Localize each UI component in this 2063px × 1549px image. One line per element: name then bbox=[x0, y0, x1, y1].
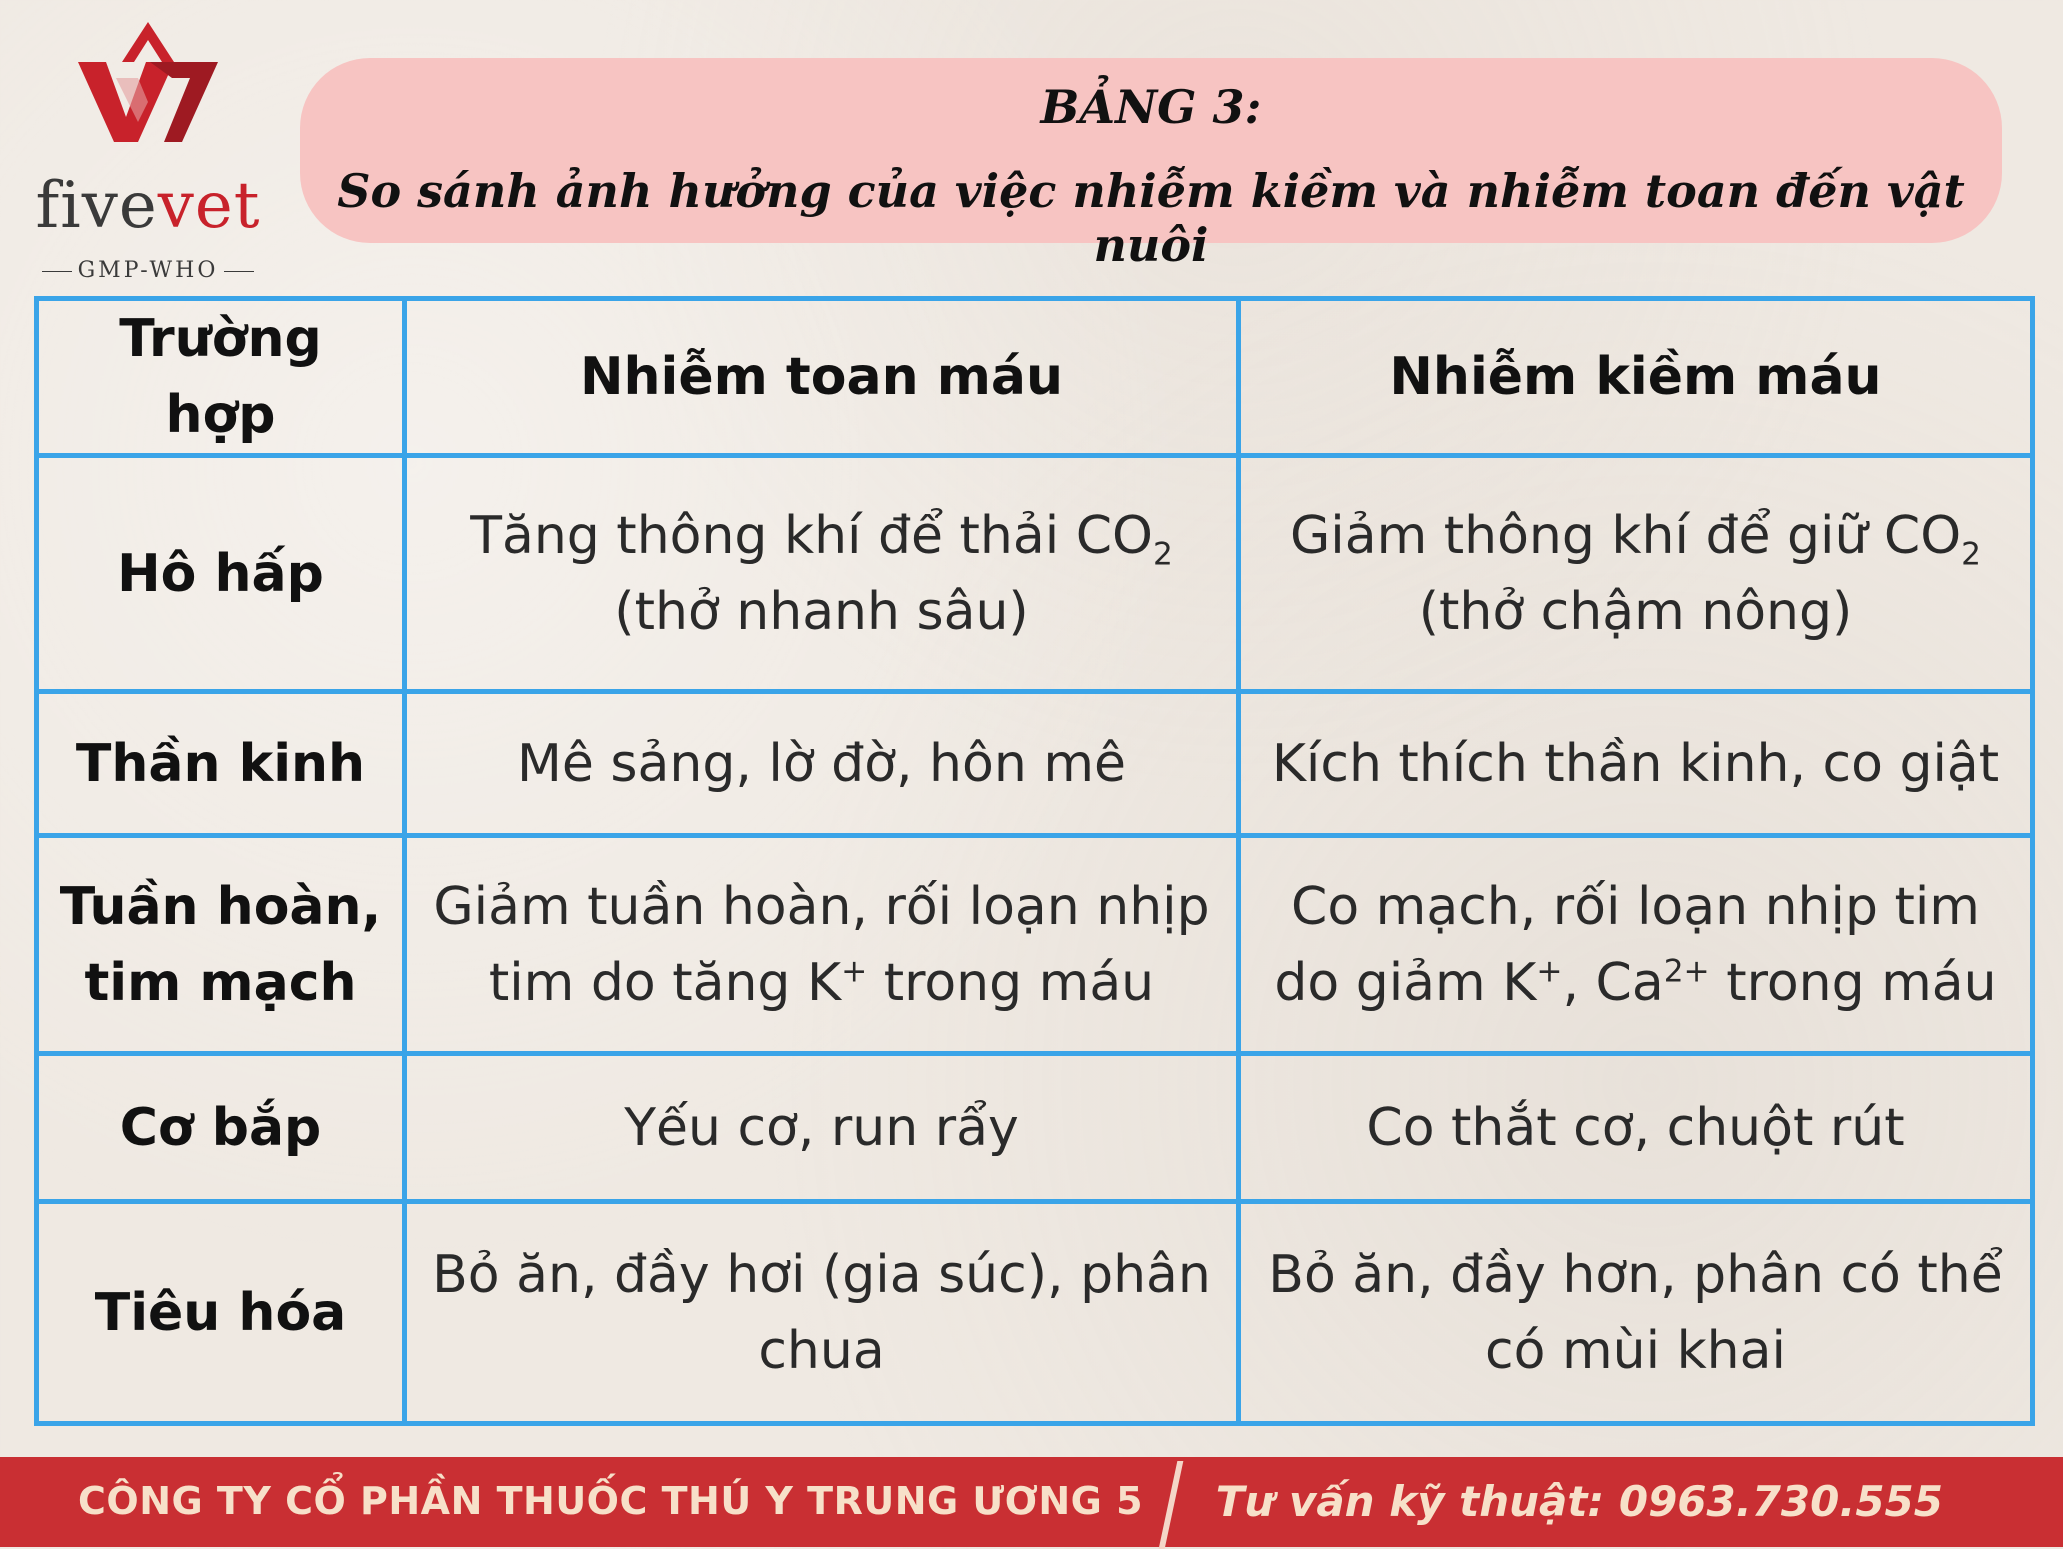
cell-text: do giảm K bbox=[1274, 952, 1537, 1013]
cell-text: trong máu bbox=[867, 952, 1155, 1013]
cell-text: Giảm thông khí để giữ CO bbox=[1289, 505, 1962, 566]
row-case: Cơ bắp bbox=[37, 1054, 405, 1202]
cell-text: , Ca bbox=[1562, 952, 1664, 1013]
cell-superscript: + bbox=[1536, 953, 1563, 990]
brand-logo bbox=[28, 22, 268, 283]
cell-alkalosis bbox=[1239, 456, 2033, 692]
footer-bar bbox=[0, 1457, 2063, 1547]
header-acidosis: Nhiễm toan máu bbox=[405, 299, 1239, 456]
table-row bbox=[37, 1202, 2033, 1424]
header-alkalosis: Nhiễm kiềm máu bbox=[1239, 299, 2033, 456]
table-row bbox=[37, 456, 2033, 692]
cell-acidosis bbox=[405, 456, 1239, 692]
table-row bbox=[37, 692, 2033, 836]
cell-acidosis: Mê sảng, lờ đờ, hôn mê bbox=[405, 692, 1239, 836]
brand-tagline-text: GMP-WHO bbox=[77, 258, 219, 283]
cell-text: tim do tăng K bbox=[488, 952, 842, 1013]
cell-acidosis bbox=[405, 836, 1239, 1054]
footer-company: CÔNG TY CỔ PHẦN THUỐC THÚ Y TRUNG ƯƠNG 5 bbox=[78, 1479, 1144, 1523]
cell-text: Giảm tuần hoàn, rối loạn nhịp bbox=[433, 876, 1210, 937]
footer-divider bbox=[1159, 1461, 1184, 1549]
cell-text: Tuần hoàn, bbox=[59, 876, 382, 937]
cell-text: có mùi khai bbox=[1485, 1320, 1786, 1381]
cell-text: Bỏ ăn, đầy hơi (gia súc), phân bbox=[432, 1244, 1211, 1305]
table-row bbox=[37, 836, 2033, 1054]
cell-text: (thở chậm nông) bbox=[1418, 581, 1853, 642]
cell-superscript: 2+ bbox=[1663, 953, 1710, 990]
cell-text: chua bbox=[758, 1320, 885, 1381]
cell-text: tim mạch bbox=[84, 952, 357, 1013]
cell-subscript: 2 bbox=[1961, 535, 1982, 572]
cell-text: Bỏ ăn, đầy hơn, phân có thể bbox=[1268, 1244, 2003, 1305]
cell-text: Co mạch, rối loạn nhịp tim bbox=[1291, 876, 1980, 937]
cell-text: (thở nhanh sâu) bbox=[614, 581, 1029, 642]
cell-text: Tăng thông khí để thải CO bbox=[470, 505, 1153, 566]
brand-name bbox=[28, 169, 268, 243]
cell-text: trong máu bbox=[1709, 952, 1997, 1013]
cell-acidosis: Yếu cơ, run rẩy bbox=[405, 1054, 1239, 1202]
cell-superscript: + bbox=[841, 953, 868, 990]
cell-alkalosis bbox=[1239, 1202, 2033, 1424]
header-case: Trường hợp bbox=[37, 299, 405, 456]
table-row bbox=[37, 1054, 2033, 1202]
cell-alkalosis: Kích thích thần kinh, co giật bbox=[1239, 692, 2033, 836]
brand-name-part2: vet bbox=[157, 169, 261, 243]
title-banner bbox=[300, 58, 2002, 272]
brand-tagline bbox=[28, 258, 268, 283]
title-subtitle: So sánh ảnh hưởng của việc nhiễm kiềm và nhiễm toan đến vật nuôi bbox=[337, 164, 1965, 272]
table-header-row bbox=[37, 299, 2033, 456]
brand-name-part1: five bbox=[35, 169, 158, 243]
row-case: Thần kinh bbox=[37, 692, 405, 836]
cell-alkalosis: Co thắt cơ, chuột rút bbox=[1239, 1054, 2033, 1202]
cell-subscript: 2 bbox=[1152, 535, 1173, 572]
row-case: Hô hấp bbox=[37, 456, 405, 692]
row-case bbox=[37, 836, 405, 1054]
comparison-table bbox=[34, 296, 2035, 1426]
cell-alkalosis bbox=[1239, 836, 2033, 1054]
fivevet-emblem-icon bbox=[78, 22, 218, 142]
cell-acidosis bbox=[405, 1202, 1239, 1424]
row-case: Tiêu hóa bbox=[37, 1202, 405, 1424]
footer-hotline[interactable]: Tư vấn kỹ thuật: 0963.730.555 bbox=[1215, 1477, 1943, 1526]
title-label: BẢNG 3: bbox=[1040, 80, 1262, 134]
